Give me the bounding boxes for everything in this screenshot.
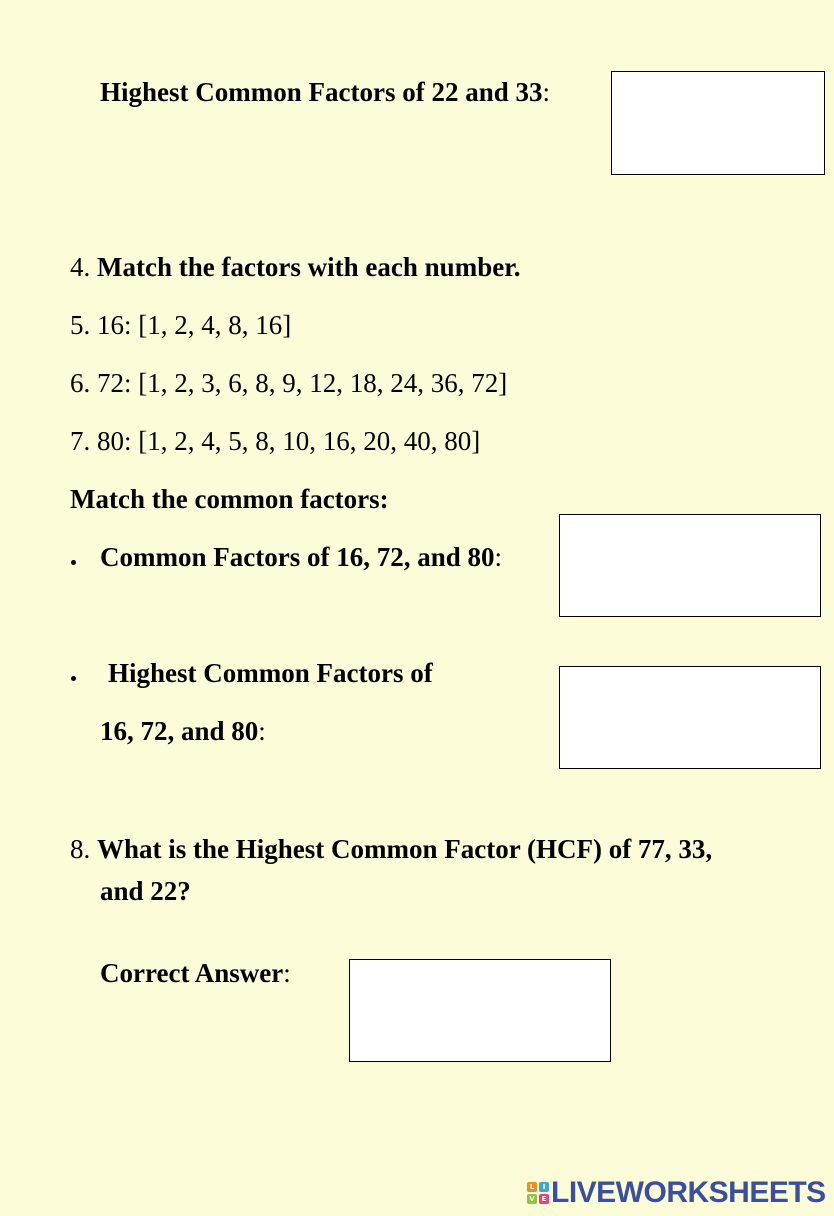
q8-question-line2: and 22? — [100, 876, 191, 906]
hcf-16-72-80-label-line1: Highest Common Factors of — [108, 658, 433, 688]
factor-list-item — [70, 309, 291, 341]
factor-list-item — [70, 425, 480, 457]
q3-hcf-label: Highest Common Factors of 22 and 33 — [100, 77, 543, 107]
q3-hcf-answer-box[interactable] — [611, 71, 825, 175]
factor-item-text: 72: [1, 2, 3, 6, 8, 9, 12, 18, 24, 36, 72] — [97, 368, 508, 398]
logo-icon-letter: E — [539, 1194, 549, 1204]
liveworksheets-logo-text: LIVEWORKSHEETS — [551, 1176, 826, 1209]
bullet-icon — [71, 676, 76, 681]
q3-hcf-colon: : — [542, 77, 550, 107]
factor-item-text: 16: [1, 2, 4, 8, 16] — [97, 310, 292, 340]
hcf-16-72-80-label-line2: 16, 72, and 80 — [100, 716, 259, 746]
logo-icon-letter: V — [527, 1194, 537, 1204]
liveworksheets-logo — [527, 1176, 826, 1210]
q8-answer-box[interactable] — [349, 959, 611, 1062]
hcf-16-72-80-prompt-line2 — [100, 715, 266, 747]
common-factors-answer-box[interactable] — [559, 514, 821, 617]
factor-list-item — [70, 367, 507, 399]
logo-icon-letter: L — [527, 1182, 537, 1192]
common-factors-prompt — [100, 541, 502, 573]
q8-question-line1 — [70, 833, 712, 865]
bullet-icon — [71, 560, 76, 565]
q8-answer-prompt — [100, 957, 291, 989]
factor-item-text: 80: [1, 2, 4, 5, 8, 10, 16, 20, 40, 80] — [97, 426, 481, 456]
hcf-16-72-80-answer-box[interactable] — [559, 666, 821, 769]
q8-number: 8. — [70, 834, 91, 864]
common-factors-colon: : — [494, 542, 502, 572]
factor-item-number: 6. — [70, 368, 91, 398]
q4-instruction: Match the factors with each number. — [97, 252, 521, 282]
match-common-heading: Match the common factors: — [70, 484, 389, 514]
liveworksheets-logo-icon — [527, 1182, 549, 1204]
q8-question-text: What is the Highest Common Factor (HCF) of 77, 33, — [97, 834, 713, 864]
common-factors-label: Common Factors of 16, 72, and 80 — [100, 542, 495, 572]
logo-icon-letter: I — [539, 1182, 549, 1192]
factor-item-number: 5. — [70, 310, 91, 340]
q8-answer-colon: : — [283, 958, 291, 988]
q8-answer-label: Correct Answer — [100, 958, 284, 988]
hcf-16-72-80-colon: : — [258, 716, 266, 746]
q4-number: 4. — [70, 252, 91, 282]
q4-instruction-line — [70, 251, 520, 283]
factor-item-number: 7. — [70, 426, 91, 456]
q3-hcf-prompt — [100, 76, 550, 108]
